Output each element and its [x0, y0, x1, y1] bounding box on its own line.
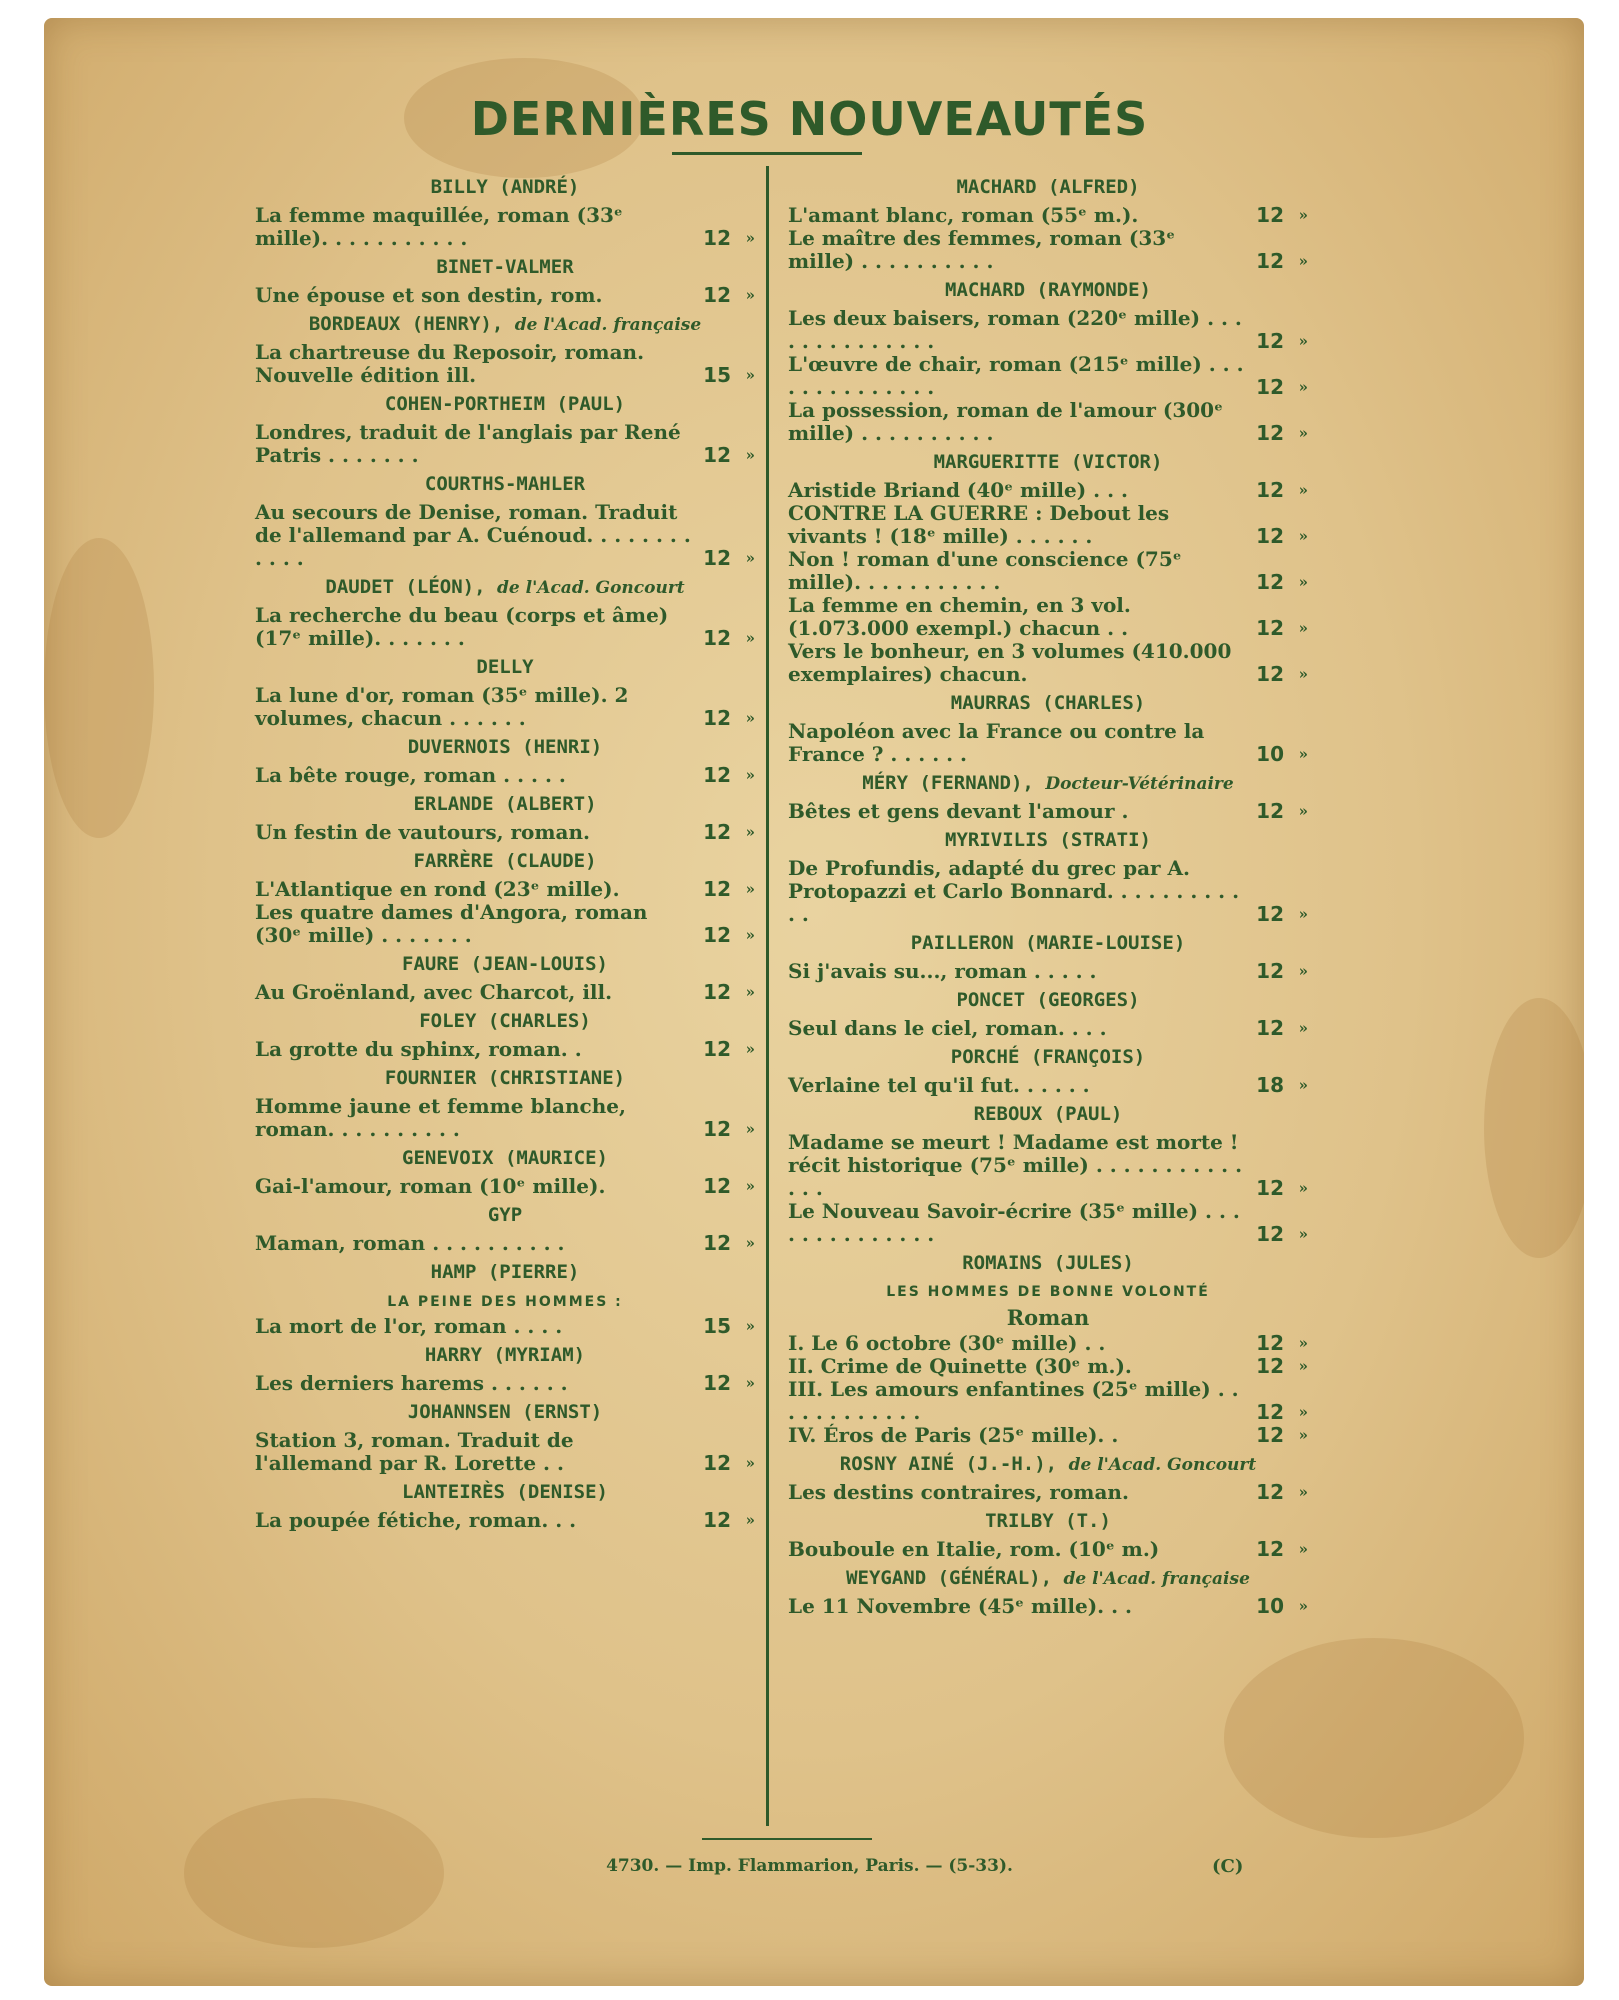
author-qualifier: de l'Acad. Goncourt	[1068, 1455, 1257, 1475]
price-suffix: »	[745, 709, 755, 727]
book-listing	[255, 284, 755, 307]
catalog-entry	[255, 1061, 755, 1141]
author-heading	[255, 307, 755, 341]
book-listing	[255, 878, 755, 901]
book-title: La lune d'or, roman (35ᵉ mille). 2 volumes, chacun . . . . . .	[255, 683, 629, 730]
book-listing	[788, 204, 1308, 227]
price-suffix: »	[1298, 1334, 1308, 1352]
author-name: MACHARD (RAYMONDE)	[945, 279, 1151, 301]
book-title: Si j'avais su..., roman . . . . .	[788, 959, 1097, 983]
price-suffix: »	[1298, 206, 1308, 224]
book-title: Au secours de Denise, roman. Traduit de l'allemand par A. Cuénoud. . . . . . . . . . . .	[255, 500, 691, 570]
catalog-entry	[788, 983, 1308, 1040]
author-heading	[255, 467, 755, 501]
book-listing	[788, 1074, 1308, 1097]
book-price: 12	[1256, 570, 1284, 594]
price-suffix: »	[1298, 1019, 1308, 1037]
book-price: 12	[1256, 329, 1284, 353]
title-underline	[672, 152, 862, 155]
book-price: 12	[1256, 478, 1284, 502]
book-listing	[788, 1355, 1308, 1378]
book-price: 12	[703, 283, 731, 307]
book-listing	[255, 1095, 755, 1141]
catalog-entry	[788, 445, 1308, 686]
book-price: 15	[703, 1314, 731, 1338]
author-name: ROSNY AINÉ (J.-H.),	[839, 1453, 1058, 1475]
book-price: 12	[1256, 524, 1284, 548]
catalog-entry	[788, 1040, 1308, 1097]
catalog-entry	[255, 730, 755, 787]
book-listing	[788, 960, 1308, 983]
book-title: Aristide Briand (40ᵉ mille) . . .	[788, 478, 1128, 502]
price-suffix: »	[1298, 1076, 1308, 1094]
age-stain	[1484, 998, 1584, 1258]
book-title: III. Les amours enfantines (25ᵉ mille) . . . . . . . . . . . .	[788, 1377, 1239, 1424]
author-heading	[255, 1395, 755, 1429]
book-listing	[788, 479, 1308, 502]
price-suffix: »	[1298, 1403, 1308, 1421]
book-listing	[255, 1232, 755, 1255]
book-title: Bouboule en Italie, rom. (10ᵉ m.)	[788, 1537, 1160, 1561]
author-name: BORDEAUX (HENRY),	[308, 313, 504, 335]
price-suffix: »	[745, 1454, 755, 1472]
price-suffix: »	[1298, 905, 1308, 923]
author-heading	[255, 1141, 755, 1175]
book-listing	[788, 1017, 1308, 1040]
catalog-entry	[788, 1447, 1308, 1504]
price-suffix: »	[745, 880, 755, 898]
author-name: COHEN-PORTHEIM (PAUL)	[384, 393, 626, 415]
author-name: PORCHÉ (FRANÇOIS)	[950, 1046, 1146, 1068]
book-price: 12	[1256, 902, 1284, 926]
catalog-entry	[788, 766, 1308, 823]
book-price: 12	[703, 1371, 731, 1395]
book-listing	[788, 1378, 1308, 1424]
book-title: Seul dans le ciel, roman. . . .	[788, 1016, 1107, 1040]
author-name: MÉRY (FERNAND),	[862, 772, 1034, 794]
author-name: MYRIVILIS (STRATI)	[945, 829, 1151, 851]
series-heading: LES HOMMES DE BONNE VOLONTÉ	[886, 1284, 1210, 1300]
author-name: TRILBY (T.)	[985, 1510, 1111, 1532]
book-listing	[255, 604, 755, 650]
book-title: Station 3, roman. Traduit de l'allemand par R. Lorette . .	[255, 1428, 574, 1475]
price-suffix: »	[745, 366, 755, 384]
book-title: I. Le 6 octobre (30ᵉ mille) . .	[788, 1331, 1106, 1355]
price-suffix: »	[745, 549, 755, 567]
price-suffix: »	[745, 1317, 755, 1335]
book-title: Le 11 Novembre (45ᵉ mille). . .	[788, 1594, 1132, 1618]
author-heading	[255, 844, 755, 878]
author-heading	[255, 787, 755, 821]
book-listing	[788, 548, 1308, 594]
book-listing	[788, 1481, 1308, 1504]
bottom-rule	[702, 1838, 872, 1840]
catalog-entry	[255, 1198, 755, 1255]
catalog-entry	[255, 467, 755, 570]
book-listing	[255, 1509, 755, 1532]
author-heading	[788, 686, 1308, 720]
author-heading	[788, 1504, 1308, 1538]
author-heading	[255, 947, 755, 981]
author-heading	[255, 730, 755, 764]
book-listing	[255, 684, 755, 730]
author-name: FOLEY (CHARLES)	[419, 1010, 591, 1032]
author-heading	[255, 1338, 755, 1372]
book-title: CONTRE LA GUERRE : Debout les vivants ! (18ᵉ mille) . . . . . .	[788, 501, 1170, 548]
catalog-entry	[788, 686, 1308, 766]
book-price: 12	[703, 1508, 731, 1532]
price-suffix: »	[1298, 1597, 1308, 1615]
author-name: REBOUX (PAUL)	[973, 1103, 1123, 1125]
author-name: LANTEIRÈS (DENISE)	[402, 1481, 608, 1503]
book-title: Homme jaune et femme blanche, roman. . . . . . . . . .	[255, 1094, 626, 1141]
book-price: 12	[703, 763, 731, 787]
book-listing	[255, 981, 755, 1004]
book-listing	[788, 1424, 1308, 1447]
author-heading	[788, 1246, 1308, 1280]
book-listing	[255, 1372, 755, 1395]
author-name: GENEVOIX (MAURICE)	[402, 1147, 608, 1169]
page-title: DERNIÈRES NOUVEAUTÉS	[470, 92, 1149, 146]
book-title: Non ! roman d'une conscience (75ᵉ mille). . . . . . . . . . .	[788, 547, 1182, 594]
catalog-entry	[255, 307, 755, 387]
book-price: 12	[1256, 375, 1284, 399]
book-title: La possession, roman de l'amour (300ᵉ mille) . . . . . . . . . .	[788, 398, 1223, 445]
price-suffix: »	[745, 446, 755, 464]
book-title: Les quatre dames d'Angora, roman (30ᵉ mille) . . . . . . .	[255, 900, 648, 947]
price-suffix: »	[745, 286, 755, 304]
catalog-entry	[788, 823, 1308, 926]
price-suffix: »	[1298, 962, 1308, 980]
book-title: L'œuvre de chair, roman (215ᵉ mille) . . . . . . . . . . . . . .	[788, 352, 1244, 399]
author-heading	[255, 1061, 755, 1095]
book-title: La femme maquillée, roman (33ᵉ mille). . . . . . . . . . .	[255, 203, 623, 250]
book-title: L'Atlantique en rond (23ᵉ mille).	[255, 877, 620, 901]
author-heading	[788, 170, 1308, 204]
price-suffix: »	[1298, 481, 1308, 499]
author-qualifier: de l'Acad. Goncourt	[496, 578, 685, 598]
catalog-entry	[788, 926, 1308, 983]
book-title: Le maître des femmes, roman (33ᵉ mille) . . . . . . . . . .	[788, 226, 1176, 273]
author-name: HARRY (MYRIAM)	[424, 1344, 586, 1366]
author-heading	[255, 1255, 755, 1289]
book-title: Le Nouveau Savoir-écrire (35ᵉ mille) . . . . . . . . . . . . . .	[788, 1199, 1240, 1246]
price-suffix: »	[1298, 1357, 1308, 1375]
book-title: Les destins contraires, roman.	[788, 1480, 1129, 1504]
book-listing	[788, 502, 1308, 548]
author-name: HAMP (PIERRE)	[430, 1261, 580, 1283]
catalog-entry	[788, 1561, 1308, 1618]
price-suffix: »	[745, 1120, 755, 1138]
book-price: 12	[1256, 1016, 1284, 1040]
book-listing	[788, 353, 1308, 399]
book-title: La chartreuse du Reposoir, roman. Nouvelle édition ill.	[255, 340, 645, 387]
book-title: L'amant blanc, roman (55ᵉ m.).	[788, 203, 1139, 227]
book-listing	[788, 227, 1308, 273]
book-price: 12	[703, 443, 731, 467]
book-price: 18	[1256, 1073, 1284, 1097]
author-name: BILLY (ANDRÉ)	[430, 176, 580, 198]
author-name: DAUDET (LÉON),	[325, 576, 486, 598]
book-price: 12	[703, 923, 731, 947]
book-price: 12	[1256, 249, 1284, 273]
author-qualifier: de l'Acad. française	[1063, 1569, 1250, 1589]
price-suffix: »	[745, 926, 755, 944]
book-price: 12	[703, 1117, 731, 1141]
book-price: 12	[703, 1231, 731, 1255]
author-name: BINET-VALMER	[436, 256, 574, 278]
catalog-entry	[255, 387, 755, 467]
book-price: 12	[703, 1037, 731, 1061]
book-price: 12	[703, 877, 731, 901]
book-price: 12	[703, 226, 731, 250]
book-listing	[788, 1538, 1308, 1561]
catalog-entry	[255, 1338, 755, 1395]
catalog-entry	[788, 1246, 1308, 1447]
book-price: 10	[1256, 1594, 1284, 1618]
book-title: Verlaine tel qu'il fut. . . . . .	[788, 1073, 1090, 1097]
book-listing	[788, 1131, 1308, 1200]
author-heading	[255, 1004, 755, 1038]
author-name: MACHARD (ALFRED)	[956, 176, 1140, 198]
right-column	[788, 170, 1308, 1618]
author-heading	[788, 926, 1308, 960]
book-title: La bête rouge, roman . . . . .	[255, 763, 566, 787]
book-price: 12	[1256, 1400, 1284, 1424]
price-suffix: »	[1298, 1426, 1308, 1444]
catalog-entry	[788, 1504, 1308, 1561]
book-title: De Profundis, adapté du grec par A. Protopazzi et Carlo Bonnard. . . . . . . . . . . .	[788, 856, 1240, 926]
book-listing	[788, 857, 1308, 926]
author-name: FAURE (JEAN-LOUIS)	[402, 953, 608, 975]
author-name: FARRÈRE (CLAUDE)	[413, 850, 597, 872]
edition-mark: (C)	[1212, 1856, 1244, 1877]
book-title: Les derniers harems . . . . . .	[255, 1371, 568, 1395]
book-title: La mort de l'or, roman . . . .	[255, 1314, 563, 1338]
book-listing	[788, 640, 1308, 686]
price-suffix: »	[1298, 665, 1308, 683]
book-title: La poupée fétiche, roman. . .	[255, 1508, 577, 1532]
author-name: COURTHS-MAHLER	[424, 473, 586, 495]
book-title: Bêtes et gens devant l'amour .	[788, 799, 1129, 823]
author-heading	[788, 1561, 1308, 1595]
author-name: PONCET (GEORGES)	[956, 989, 1140, 1011]
book-price: 12	[1256, 799, 1284, 823]
book-price: 12	[1256, 1354, 1284, 1378]
price-suffix: »	[745, 229, 755, 247]
price-suffix: »	[1298, 332, 1308, 350]
price-suffix: »	[1298, 424, 1308, 442]
book-listing	[788, 1595, 1308, 1618]
book-price: 12	[703, 1174, 731, 1198]
book-title: Vers le bonheur, en 3 volumes (410.000 exemplaires) chacun.	[788, 639, 1232, 686]
author-heading	[788, 1447, 1308, 1481]
author-name: JOHANNSEN (ERNST)	[407, 1401, 603, 1423]
book-title: La femme en chemin, en 3 vol. (1.073.000 exempl.) chacun . .	[788, 593, 1131, 640]
price-suffix: »	[1298, 252, 1308, 270]
price-suffix: »	[1298, 1483, 1308, 1501]
book-listing	[788, 1332, 1308, 1355]
book-price: 12	[1256, 1222, 1284, 1246]
catalog-entry	[255, 1475, 755, 1532]
price-suffix: »	[1298, 573, 1308, 591]
catalog-entry	[255, 650, 755, 730]
book-listing	[255, 1038, 755, 1061]
book-title: La recherche du beau (corps et âme) (17ᵉ mille). . . . . . .	[255, 603, 669, 650]
author-heading	[788, 1040, 1308, 1074]
catalog-entry	[255, 170, 755, 250]
book-price: 12	[1256, 1176, 1284, 1200]
author-heading	[255, 170, 755, 204]
left-column	[255, 170, 755, 1532]
book-price: 12	[1256, 616, 1284, 640]
book-price: 12	[1256, 662, 1284, 686]
author-name: MAURRAS (CHARLES)	[950, 692, 1146, 714]
book-price: 15	[703, 363, 731, 387]
author-name: DUVERNOIS (HENRI)	[407, 736, 603, 758]
book-listing	[255, 1175, 755, 1198]
book-title: Au Groënland, avec Charcot, ill.	[255, 980, 613, 1004]
catalog-entry	[255, 250, 755, 307]
author-name: MARGUERITTE (VICTOR)	[933, 451, 1163, 473]
author-heading	[255, 570, 755, 604]
book-listing	[255, 204, 755, 250]
book-price: 12	[703, 706, 731, 730]
column-divider	[766, 166, 769, 1826]
book-listing	[788, 594, 1308, 640]
price-suffix: »	[1298, 619, 1308, 637]
author-heading	[255, 650, 755, 684]
book-price: 12	[1256, 421, 1284, 445]
catalog-entry	[255, 844, 755, 947]
book-price: 12	[1256, 959, 1284, 983]
book-title: La grotte du sphinx, roman. .	[255, 1037, 582, 1061]
book-listing	[788, 1200, 1308, 1246]
author-heading	[788, 273, 1308, 307]
book-listing	[255, 421, 755, 467]
price-suffix: »	[1298, 527, 1308, 545]
catalog-entry	[255, 1395, 755, 1475]
price-suffix: »	[1298, 1179, 1308, 1197]
age-stain	[1224, 1638, 1524, 1838]
catalog-entry	[788, 170, 1308, 273]
catalog-entry	[788, 273, 1308, 445]
price-suffix: »	[1298, 745, 1308, 763]
book-listing	[255, 901, 755, 947]
price-suffix: »	[1298, 378, 1308, 396]
price-suffix: »	[745, 1511, 755, 1529]
catalog-entry	[255, 947, 755, 1004]
author-name: ROMAINS (JULES)	[962, 1252, 1134, 1274]
book-price: 10	[1256, 742, 1284, 766]
price-suffix: »	[745, 1177, 755, 1195]
book-price: 12	[1256, 203, 1284, 227]
author-heading	[788, 823, 1308, 857]
book-price: 12	[703, 1451, 731, 1475]
catalog-entry	[255, 570, 755, 650]
author-name: DELLY	[476, 656, 534, 678]
book-price: 12	[703, 980, 731, 1004]
printer-imprint: 4730. — Imp. Flammarion, Paris. — (5-33).	[606, 1856, 1013, 1876]
author-name: WEYGAND (GÉNÉRAL),	[846, 1567, 1053, 1589]
catalog-entry	[255, 1004, 755, 1061]
price-suffix: »	[745, 1374, 755, 1392]
price-suffix: »	[1298, 1540, 1308, 1558]
age-stain	[44, 538, 154, 838]
book-listing	[255, 764, 755, 787]
book-title: Napoléon avec la France ou contre la France ? . . . . . .	[788, 719, 1205, 766]
price-suffix: »	[745, 629, 755, 647]
price-suffix: »	[745, 1234, 755, 1252]
book-title: Londres, traduit de l'anglais par René Patris . . . . . . .	[255, 420, 681, 467]
author-heading	[255, 387, 755, 421]
book-title: Les deux baisers, roman (220ᵉ mille) . . . . . . . . . . . . . .	[788, 306, 1242, 353]
author-heading	[788, 983, 1308, 1017]
book-title: Un festin de vautours, roman.	[255, 820, 591, 844]
author-name: ERLANDE (ALBERT)	[413, 793, 597, 815]
book-listing	[255, 1429, 755, 1475]
price-suffix: »	[1298, 802, 1308, 820]
catalog-entry	[788, 1097, 1308, 1246]
book-listing	[788, 720, 1308, 766]
price-suffix: »	[745, 823, 755, 841]
book-listing	[788, 399, 1308, 445]
catalog-entry	[255, 1141, 755, 1198]
book-price: 12	[1256, 1423, 1284, 1447]
author-name: FOURNIER (CHRISTIANE)	[384, 1067, 626, 1089]
book-listing	[255, 501, 755, 570]
catalog-entry	[255, 787, 755, 844]
author-heading	[255, 1475, 755, 1509]
author-heading	[788, 445, 1308, 479]
author-qualifier: Docteur-Vétérinaire	[1045, 774, 1234, 794]
book-title: Madame se meurt ! Madame est morte ! récit historique (75ᵉ mille) . . . . . . . . . . . . . .	[788, 1130, 1243, 1200]
book-title: IV. Éros de Paris (25ᵉ mille). .	[788, 1423, 1119, 1447]
author-heading	[788, 1097, 1308, 1131]
book-price: 12	[703, 820, 731, 844]
book-price: 12	[1256, 1537, 1284, 1561]
book-listing	[255, 821, 755, 844]
author-name: PAILLERON (MARIE-LOUISE)	[910, 932, 1186, 954]
price-suffix: »	[745, 1040, 755, 1058]
book-title: Gai-l'amour, roman (10ᵉ mille).	[255, 1174, 606, 1198]
series-heading: LA PEINE DES HOMMES :	[387, 1294, 623, 1310]
book-price: 12	[1256, 1331, 1284, 1355]
book-price: 12	[703, 546, 731, 570]
catalog-entry	[255, 1255, 755, 1338]
book-listing	[255, 341, 755, 387]
author-qualifier: de l'Acad. française	[514, 315, 702, 335]
author-heading	[788, 766, 1308, 800]
book-listing	[255, 1315, 755, 1338]
price-suffix: »	[1298, 1225, 1308, 1243]
series-subtitle: Roman	[1006, 1305, 1090, 1330]
book-listing	[788, 307, 1308, 353]
author-heading	[255, 250, 755, 284]
author-heading	[255, 1198, 755, 1232]
book-listing	[788, 800, 1308, 823]
book-title: Une épouse et son destin, rom.	[255, 283, 603, 307]
book-price: 12	[703, 626, 731, 650]
book-price: 12	[1256, 1480, 1284, 1504]
author-name: GYP	[487, 1204, 523, 1226]
book-title: II. Crime de Quinette (30ᵉ m.).	[788, 1354, 1132, 1378]
price-suffix: »	[745, 983, 755, 1001]
book-title: Maman, roman . . . . . . . . . .	[255, 1231, 565, 1255]
price-suffix: »	[745, 766, 755, 784]
